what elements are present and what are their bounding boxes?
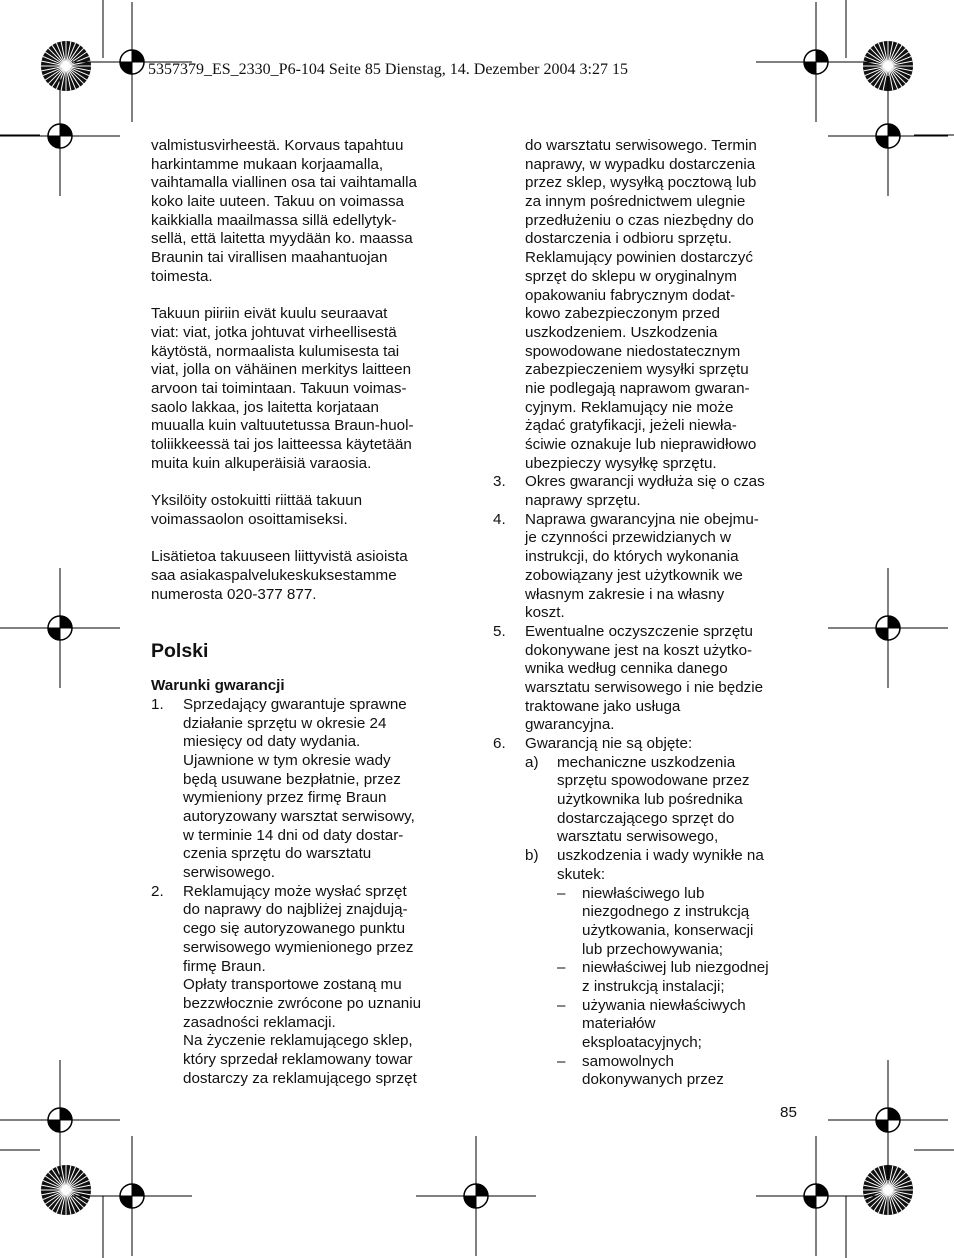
text-line: dostarczenia i odbioru sprzętu. [525,230,732,248]
subheading: Warunki gwarancji [151,677,285,695]
text-line: żądać gratyfikacji, jeżeli niewła- [525,417,737,435]
text-line: Takuun piiriin eivät kuulu seuraavat [151,305,388,323]
list-item [493,511,807,623]
text-line: będą usuwane bezpłatnie, przez [183,770,401,788]
text-line: niewłaściwego lub [582,884,705,902]
text-line: viat: viat, jotka johtuvat virheellisestä [151,323,397,341]
text-line: cyjnym. Reklamujący nie może [525,398,734,416]
text-line: uszkodzeniem. Uszkodzenia [525,323,718,341]
text-line: muita kuin alkuperäisiä varaosia. [151,454,372,472]
text-line: Braunin tai virallisen maahantuojan [151,249,388,267]
text-line: do naprawy do najbliżej znajdują- [183,901,408,919]
text-line: koszt. [525,604,565,622]
text-line: lub przechowywania; [582,940,723,958]
text-line: który sprzedał reklamowany towar [183,1050,413,1068]
text-line: muualla kuin valtuutetussa Braun-huol- [151,417,414,435]
text-line: przedłużeniu o czas niezbędny do [525,211,754,229]
text-line: harkintamme mukaan korjaamalla, [151,155,384,173]
text-line: dostarczy za reklamującego sprzęt [183,1069,417,1087]
text-line: materiałów [582,1015,656,1033]
finnish-paragraph [151,492,463,529]
text-line: je czynności przewidzianych w [525,529,731,547]
text-line: serwisowego. [183,864,276,882]
list-item [493,623,807,735]
text-line: Okres gwarancji wydłuża się o czas [525,473,765,491]
text-line: kowo zabezpieczonym przed [525,305,721,323]
list-number: 5. [493,622,506,640]
finnish-paragraph [151,548,463,604]
list-item [493,473,807,510]
text-line: warsztatu serwisowego i nie będzie [525,678,764,696]
text-line: sellä, että laitetta myydään ko. maassa [151,230,413,248]
list-item [151,696,463,883]
text-line: numerosta 020-377 877. [151,585,317,603]
text-line: Ujawnione w tym okresie wady [183,751,391,769]
text-line: Sprzedający gwarantuje sprawne [183,695,407,713]
text-line: bezzwłocznie zwrócone po uznaniu [183,994,422,1012]
list-item-continuation [493,137,807,473]
text-line: za innym pośrednictwem ulegnie [525,193,746,211]
right-column [493,137,807,1090]
list-number: 2. [151,882,164,900]
text-line: czenia sprzętu do warsztatu [183,845,372,863]
text-line: Na życzenie reklamującego sklep, [183,1032,413,1050]
text-line: autoryzowany warsztat serwisowy, [183,808,415,825]
dash-list-item [493,959,807,996]
sub-list-letter: a) [525,753,539,771]
text-line: uszkodzenia i wady wynikłe na [557,847,764,865]
text-line: w terminie 14 dni od daty dostar- [183,826,404,844]
text-line: traktowane jako usługa [525,697,681,715]
text-line: viat, jolla on vähäinen merkitys laitteen [151,361,412,379]
text-line: toliikkeessä tai jos laitteessa käytetään [151,436,412,453]
text-line: firmę Braun. [183,957,266,975]
text-line: naprawy sprzętu. [525,492,641,510]
text-line: Ewentualne oczyszczenie sprzętu [525,622,753,640]
finnish-paragraph [151,305,463,473]
text-line: z instrukcją instalacji; [582,977,725,995]
text-line: nie podlegają naprawom gwaran- [525,379,750,397]
text-line: Reklamujący może wysłać sprzęt [183,882,407,900]
text-line: wymieniony przez firmę Braun [183,789,387,807]
text-line: koko laite uuteen. Takuu on voimassa [151,193,405,211]
text-line: Gwarancją nie są objęte: [525,735,693,752]
text-line: zobowiązany jest użytkownik we [525,566,743,584]
text-line: arvoon tai toimintaan. Takuun voimas- [151,379,407,397]
text-line: sprzętu spowodowane przez [557,772,750,790]
text-line: ściwie oznakuje lub nieprawidłowo [525,436,757,453]
text-line: miesięcy od daty wydania. [183,733,361,751]
text-line: serwisowego wymienionego przez [183,938,414,956]
list-number: 3. [493,473,506,491]
finnish-paragraph [151,137,463,287]
text-line: użytkowania, konserwacji [582,921,754,939]
text-line: spowodowane niedostatecznym [525,342,741,360]
sub-list-item [493,847,807,884]
dash-bullet: – [557,884,566,902]
text-line: Reklamujący powinien dostarczyć [525,249,753,267]
text-line: przez sklep, wysyłką pocztową lub [525,174,757,192]
dash-list-item [493,1053,807,1090]
dash-bullet: – [557,1052,566,1070]
text-line: naprawy, w wypadku dostarczenia [525,155,756,173]
text-line: käytöstä, normaalista kulumisesta tai [151,342,400,360]
text-line: wnika według cennika danego [525,660,728,678]
text-line: eksploatacyjnych; [582,1034,702,1051]
text-line: Naprawa gwarancyjna nie obejmu- [525,510,759,528]
text-line: warsztatu serwisowego, [557,828,719,846]
text-line: zasadności reklamacji. [183,1013,336,1031]
text-line: własnym zakresie i na własny [525,585,725,603]
text-line: Opłaty transportowe zostaną mu [183,976,402,994]
list-item [493,735,807,754]
text-line: mechaniczne uszkodzenia [557,753,736,771]
text-line: dostarczającego sprzęt do [557,809,735,827]
text-line: valmistusvirheestä. Korvaus tapahtuu [151,137,404,154]
text-line: niezgodnego z instrukcją [582,903,750,921]
list-number: 1. [151,695,164,713]
sub-list-item [493,754,807,847]
text-line: samowolnych [582,1052,675,1070]
text-line: toimesta. [151,267,213,285]
text-line: cego się autoryzowanego punktu [183,920,406,938]
section-title: Polski [151,640,209,663]
text-line: gwarancyjna. [525,716,615,734]
list-number: 4. [493,510,506,528]
list-number: 6. [493,735,506,752]
left-column [151,137,463,1088]
text-line: saolo lakkaa, jos laitetta korjataan [151,398,379,416]
text-line: vaihtamalla viallinen osa tai vaihtamalla [151,174,417,192]
text-line: dokonywanych przez [582,1071,724,1089]
sub-list-letter: b) [525,847,539,865]
dash-bullet: – [557,959,566,977]
text-line: działanie sprzętu w okresie 24 [183,714,387,732]
text-line: do warsztatu serwisowego. Termin [525,137,757,154]
text-line: Yksilöity ostokuitti riittää takuun [151,492,363,510]
text-line: niewłaściwej lub niezgodnej [582,959,769,977]
dash-list-item [493,885,807,960]
text-line: voimassaolon osoittamiseksi. [151,510,348,528]
text-line: ubezpieczy wysyłkę sprzętu. [525,454,717,472]
page-number: 85 [780,1104,797,1121]
text-line: instrukcji, do których wykonania [525,548,739,566]
text-line: sprzęt do sklepu w oryginalnym [525,267,737,285]
text-line: saa asiakaspalvelukeskuksestamme [151,566,397,584]
text-line: skutek: [557,865,606,883]
text-line: kaikkialla maailmassa sillä edellytyk- [151,211,397,229]
text-line: dokonywane jest na koszt użytko- [525,641,753,659]
list-item [151,883,463,1089]
dash-bullet: – [557,996,566,1014]
text-line: Lisätietoa takuuseen liittyvistä asioista [151,548,408,566]
print-slug: 5357379_ES_2330_P6-104 Seite 85 Dienstag, 14. Dezember 2004 3:27 15 [148,61,628,78]
text-line: użytkownika lub pośrednika [557,791,743,809]
text-line: używania niewłaściwych [582,996,746,1014]
text-line: zabezpieczeniem wysyłki sprzętu [525,361,749,379]
text-line: opakowaniu fabrycznym dodat- [525,286,736,304]
finnish-section [151,137,463,604]
dash-list-item [493,997,807,1053]
